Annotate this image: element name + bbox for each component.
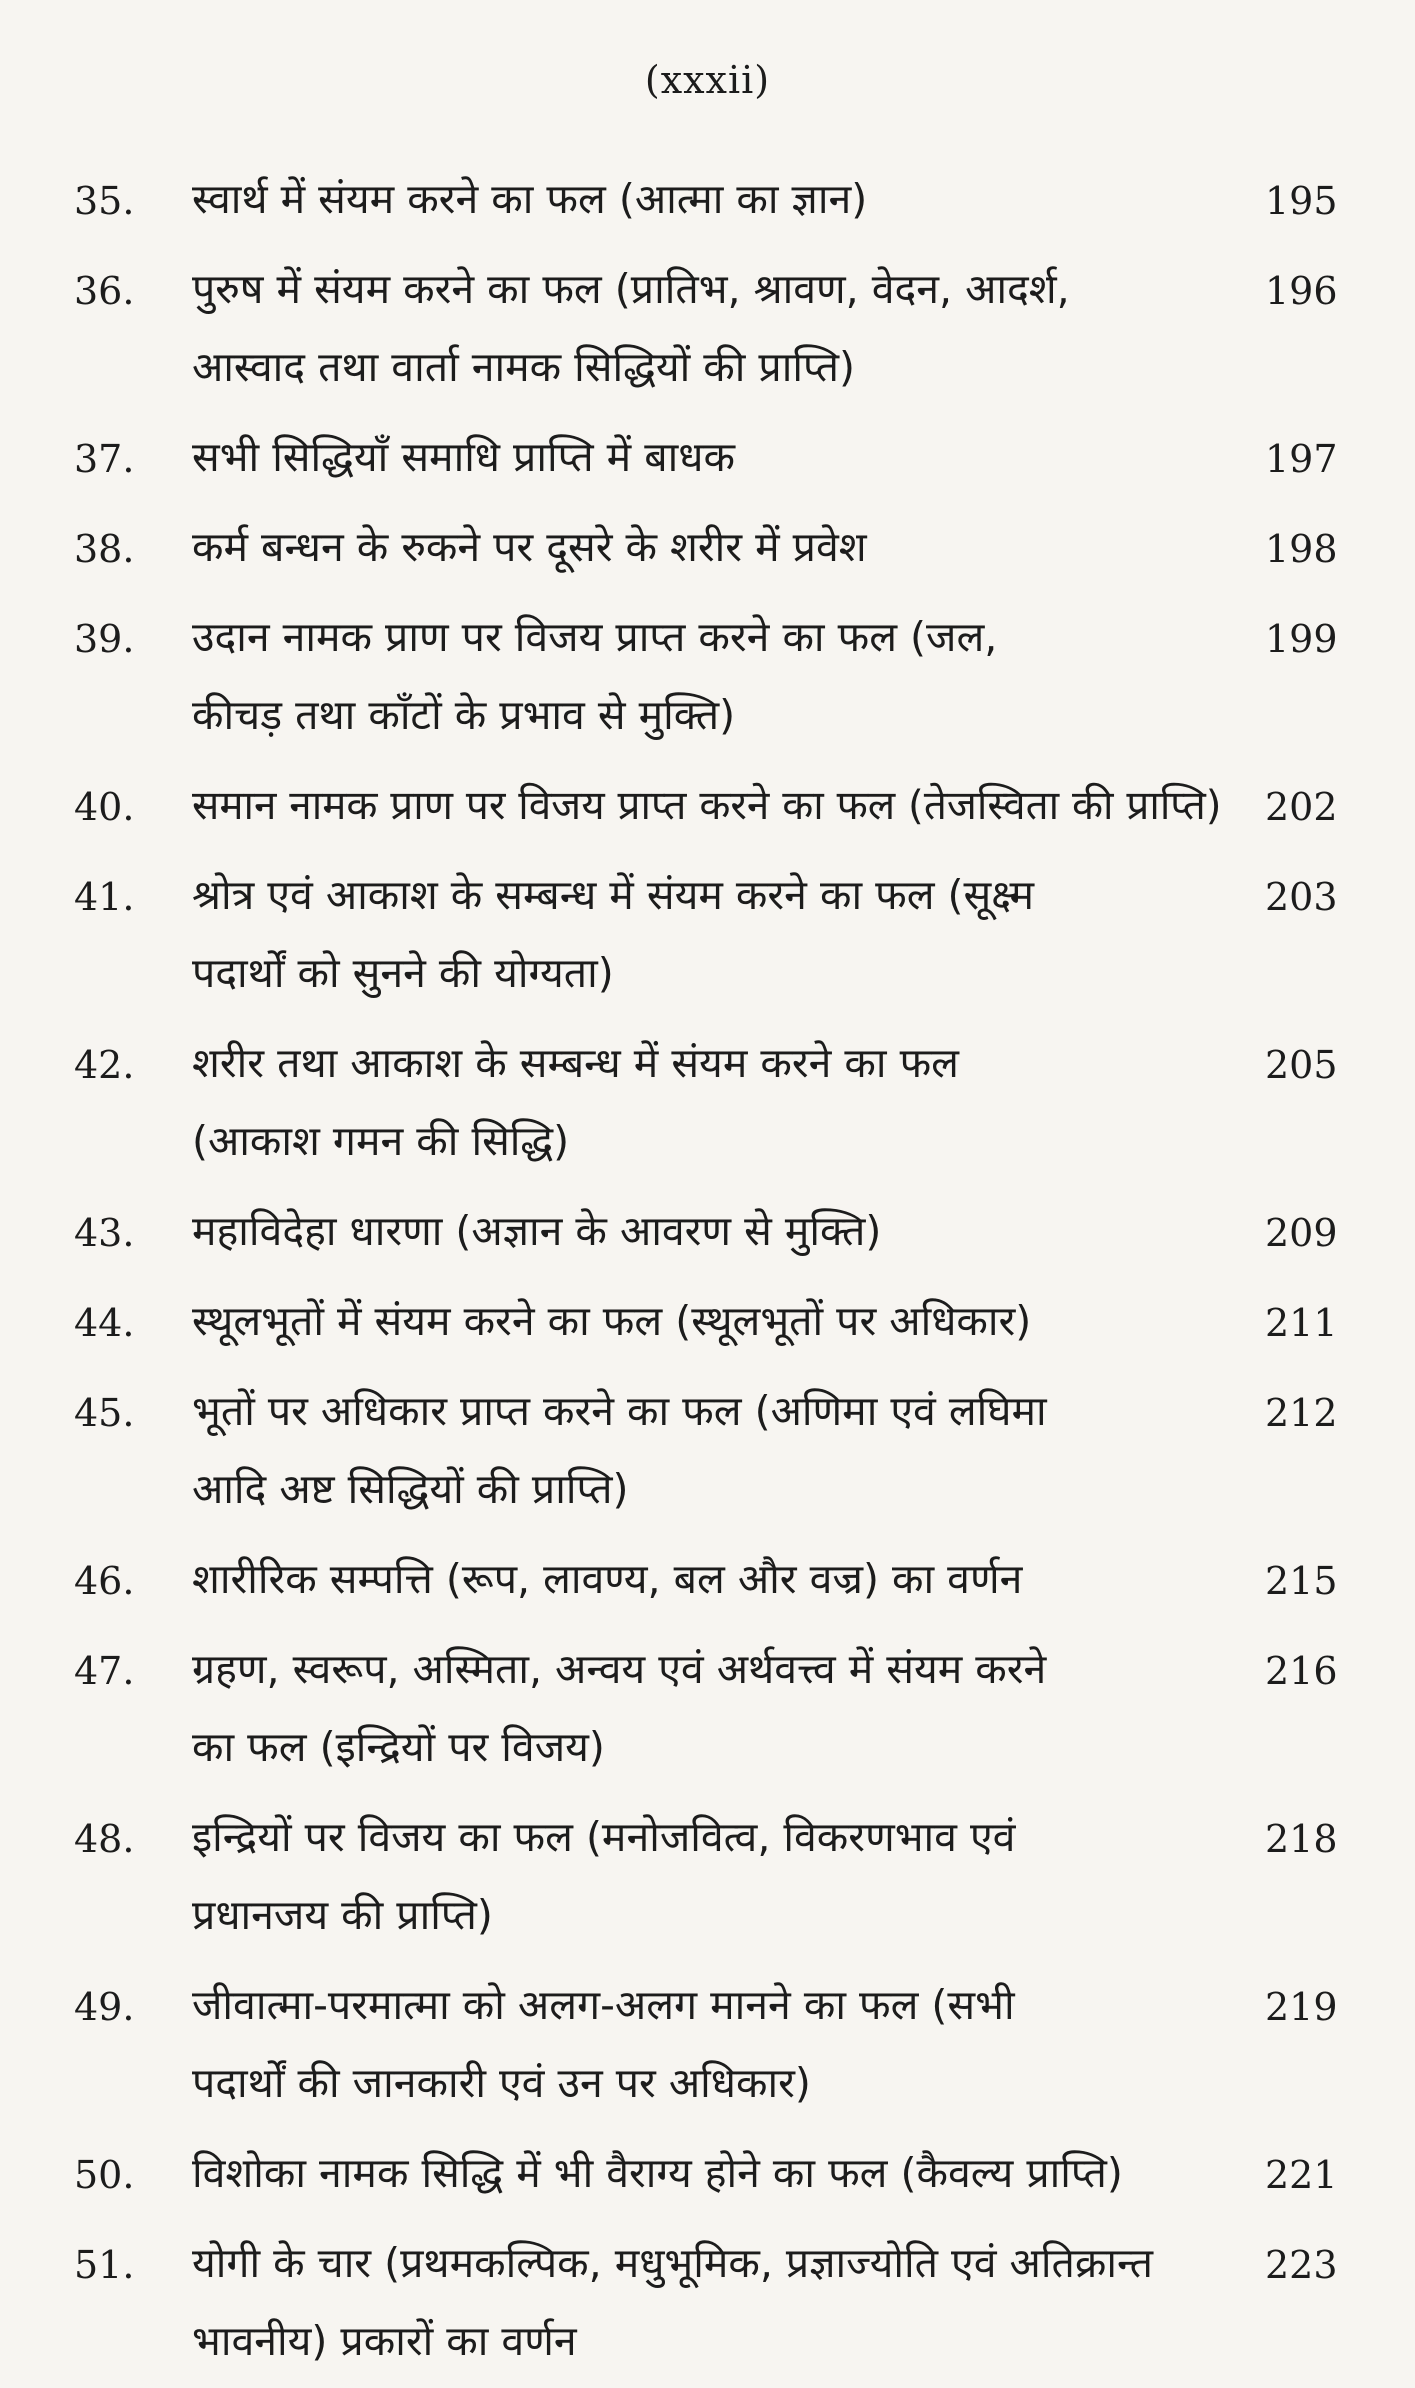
entry-page-number: 215 (1265, 1559, 1338, 1603)
entry-title (192, 426, 1202, 504)
entry-number: 42. (74, 1043, 135, 1087)
entry-title-line: इन्द्रियों पर विजय का फल (मनोजवित्व, विकरणभाव एवं (192, 1813, 1016, 1861)
entry-title-line: पुरुष में संयम करने का फल (प्रातिभ, श्रावण, वेदन, आदर्श, (192, 265, 1070, 313)
entry-page-number: 211 (1265, 1301, 1338, 1345)
entry-title (192, 1548, 1202, 1626)
entry-title-line: स्थूलभूतों में संयम करने का फल (स्थूलभूतों पर अधिकार) (192, 1297, 1032, 1345)
entry-number: 44. (74, 1301, 135, 1345)
entry-title-line: शरीर तथा आकाश के सम्बन्ध में संयम करने का फल (192, 1039, 959, 1087)
entry-page-number: 202 (1265, 785, 1338, 829)
entry-number: 51. (74, 2243, 135, 2287)
entry-number: 36. (74, 269, 135, 313)
entry-title-line: भावनीय) प्रकारों का वर्णन (192, 2317, 577, 2365)
entry-number: 46. (74, 1559, 135, 1603)
entry-number: 35. (74, 179, 135, 223)
entry-page-number: 195 (1265, 179, 1338, 223)
entry-page-number: 196 (1265, 269, 1338, 313)
entry-page-number: 203 (1265, 875, 1338, 919)
entry-number: 49. (74, 1985, 135, 2029)
entry-number: 37. (74, 437, 135, 481)
entry-page-number: 221 (1265, 2153, 1338, 2197)
entry-number: 39. (74, 617, 135, 661)
entry-title-line: पदार्थों को सुनने की योग्यता) (192, 949, 614, 997)
entry-page-number: 219 (1265, 1985, 1338, 2029)
entry-title (192, 1290, 1202, 1368)
entry-page-number: 216 (1265, 1649, 1338, 1693)
entry-title (192, 1380, 1202, 1536)
entry-title-line: विशोका नामक सिद्धि में भी वैराग्य होने का फल (कैवल्य प्राप्ति) (192, 2149, 1123, 2197)
entry-page-number: 198 (1265, 527, 1338, 571)
entry-title (192, 1974, 1202, 2130)
entry-title-line: आस्वाद तथा वार्ता नामक सिद्धियों की प्राप्ति) (192, 343, 855, 391)
entry-title-line: पदार्थों की जानकारी एवं उन पर अधिकार) (192, 2059, 811, 2107)
entry-title-line: सभी सिद्धियाँ समाधि प्राप्ति में बाधक (192, 433, 735, 481)
entry-number: 41. (74, 875, 135, 919)
entry-title (192, 2142, 1202, 2220)
entry-page-number: 223 (1265, 2243, 1338, 2287)
entry-title (192, 864, 1202, 1020)
entry-title (192, 1638, 1202, 1794)
entry-number: 45. (74, 1391, 135, 1435)
entry-title-line: कर्म बन्धन के रुकने पर दूसरे के शरीर में प्रवेश (192, 523, 867, 571)
entry-title-line: आदि अष्ट सिद्धियों की प्राप्ति) (192, 1465, 629, 1513)
entry-title-line: ग्रहण, स्वरूप, अस्मिता, अन्वय एवं अर्थवत्त्व में संयम करने (192, 1645, 1047, 1693)
entry-page-number: 197 (1265, 437, 1338, 481)
entry-title-line: का फल (इन्द्रियों पर विजय) (192, 1723, 605, 1771)
entry-title (192, 516, 1202, 594)
entry-title (192, 1032, 1202, 1188)
entry-page-number: 199 (1265, 617, 1338, 661)
entry-number: 50. (74, 2153, 135, 2197)
entry-title (192, 2232, 1202, 2388)
entry-title-line: योगी के चार (प्रथमकल्पिक, मधुभूमिक, प्रज्ञाज्योति एवं अतिक्रान्त (192, 2239, 1153, 2287)
entry-title-line: उदान नामक प्राण पर विजय प्राप्त करने का फल (जल, (192, 613, 998, 661)
entry-title (192, 1200, 1202, 1278)
entry-number: 43. (74, 1211, 135, 1255)
page-number: (xxxii) (644, 58, 771, 102)
entry-title-line: (आकाश गमन की सिद्धि) (192, 1117, 570, 1165)
entry-title-line: जीवात्मा-परमात्मा को अलग-अलग मानने का फल (सभी (192, 1981, 1015, 2029)
entry-title (192, 774, 1222, 852)
entry-number: 40. (74, 785, 135, 829)
entry-title-line: श्रोत्र एवं आकाश के सम्बन्ध में संयम करने का फल (सूक्ष्म (192, 871, 1035, 919)
entry-title-line: कीचड़ तथा काँटों के प्रभाव से मुक्ति) (192, 691, 736, 739)
entry-page-number: 212 (1265, 1391, 1338, 1435)
entry-title (192, 1806, 1202, 1962)
entry-page-number: 205 (1265, 1043, 1338, 1087)
entry-title (192, 258, 1202, 414)
entry-title (192, 168, 1202, 246)
entry-page-number: 218 (1265, 1817, 1338, 1861)
entry-title-line: भूतों पर अधिकार प्राप्त करने का फल (अणिमा एवं लघिमा (192, 1387, 1047, 1435)
entry-number: 48. (74, 1817, 135, 1861)
entry-title (192, 606, 1202, 762)
entry-title-line: स्वार्थ में संयम करने का फल (आत्मा का ज्ञान) (192, 175, 868, 223)
entry-title-line: प्रधानजय की प्राप्ति) (192, 1891, 493, 1939)
entry-title-line: समान नामक प्राण पर विजय प्राप्त करने का फल (तेजस्विता की प्राप्ति) (192, 781, 1222, 829)
entry-number: 38. (74, 527, 135, 571)
entry-title-line: महाविदेहा धारणा (अज्ञान के आवरण से मुक्ति) (192, 1207, 882, 1255)
entry-number: 47. (74, 1649, 135, 1693)
entry-page-number: 209 (1265, 1211, 1338, 1255)
entry-title-line: शारीरिक सम्पत्ति (रूप, लावण्य, बल और वज्र) का वर्णन (192, 1555, 1023, 1603)
